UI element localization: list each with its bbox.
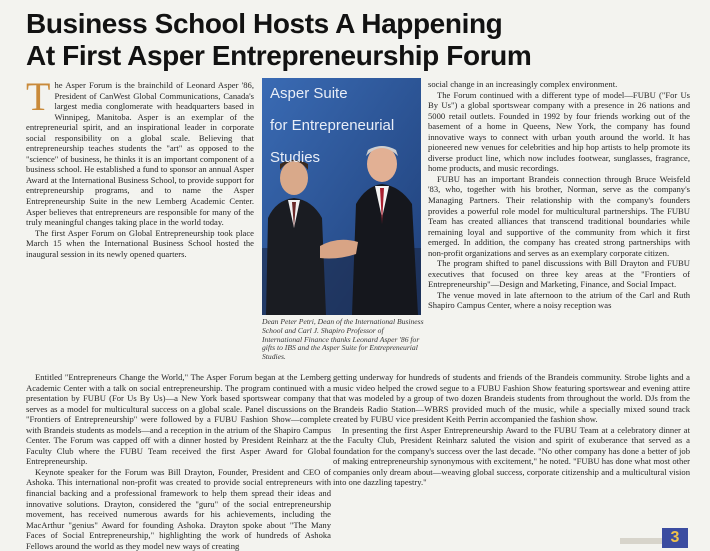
paragraph: The program shifted to panel discussions with Bill Drayton and FUBU executives that focused on three key areas at the "Frontiers of Entrepreneurship"—Design and Marketing, Finance, and Social Impact. [428,258,690,290]
paragraph: social change in an increasingly complex environment. [428,79,618,89]
photo-illustration [262,78,421,315]
headline-line-2: At First Asper Entrepreneurship Forum [26,40,532,71]
sign-line-3: Studies [270,149,321,166]
bottom-left-column [26,372,331,551]
headline-line-1: Business School Hosts A Happening [26,8,503,39]
paragraph: The venue moved in late afternoon to the atrium of the Carl and Ruth Shapiro Campus Center, where a noisy reception was [428,289,690,311]
left-column [26,74,254,259]
paragraph: The first Asper Forum on Global Entrepreneurship took place March 15 when the International Business School hosted the inaugural session in its newly opened quarters. [26,227,254,259]
right-column [428,79,690,311]
paragraph: The Forum continued with a different type of model—FUBU ("For Us By Us") a global sportswear company with a presence in 26 nations and 5000 retail outlets. Founded in 1992 by four friends working out of the basement of a home in Queens, New York, the company has found innovative ways to connect with urban youth around the world. It has pioneered new venues for celebrities and hip hop artists to help promote its diverse product line, which now includes footwear, sunglasses, fragrance, home products, and music recordings. [428,89,690,174]
paragraph-text: he Asper Forum is the brainchild of Leonard Asper '86, President of CanWest Global Communications, Canada's largest media conglomerate with headquarters based in Winnipeg, Manitoba. Asper is an exemplar of the entrepreneurial spirit, and an inspirational leader in corporate social responsibility on a global scale. Believing that entrepreneurship teaches students the "art" as opposed to the "science" of business, he thinks it is an important component of a business school. He established a fund to sponsor an annual Asper Award at the International Business School, to provide support for entrepreneurship programs, and to name the Asper Entrepreneurship Suite in the new Lemberg Academic Center. Asper believes that entrepreneurs are responsible for many of the truly meaningful changes taking place in the world today. [26,80,254,228]
paragraph: Entitled "Entrepreneurs Change the World," The Asper Forum began at the Lemberg Academic Center with a talk on social entrepreneurship. The program continued with a presentation by FUBU (For Us By Us)—a New York based sportswear company that serves as a model for multicultural success on a global scale. Panel discussions on the "Frontiers of Entrepreneurship" were followed by a FUBU Fashion Show—complete with Brandeis students as models—and a reception in the atrium of the Shapiro Campus Center. The Forum was capped off with a dinner hosted by President Reinharz at the Faculty Club where the FUBU Team received the first Asper Award for Global Entrepreneurship. [26,372,331,467]
page-footer-strip [620,538,662,544]
paragraph: getting underway for hundreds of students and friends of the Brandeis community. Strobe lights and a music video helped the crowd segue to a FUBU Fashion Show featuring sportswear and evening attire that was modeled by a group of two dozen Brandeis students from throughout the world. DJs from the Brandeis Radio Station—WBRS provided much of the music, while a specially mixed sound track created by FUBU vice president Keith Perrin accompanied the fashion show. [333,372,690,425]
paragraph: Keynote speaker for the Forum was Bill Drayton, Founder, President and CEO of Ashoka. This international non-profit was created to provide social entrepreneurs with financial backing and a professional framework to help them spread their ideas and innovative solutions. Drayton, considered the "guru" of the social entrepreneurship movement, has received numerous awards for his achievements, including the MacArthur "genius" Award for founding Ashoka. Drayton spoke about "The Many Faces of Social Entrepreneurship," highlighting the work of hundreds of Ashoka Fellows around the world as they model new ways of creating [26,466,331,551]
sign-line-2: for Entrepreneurial [270,117,395,134]
paragraph: In presenting the first Asper Entrepreneurship Award to the FUBU Team at a celebratory dinner at the Faculty Club, President Reinharz saluted the vision and spirit of exuberance that served as a foundation for the company's success over the last decade. "No other company has done a better of job of making entrepreneurship synonymous with excitement," he noted. "FUBU has done what most other companies only dream about—weaving global success, corporate citizenship and a multicultural vision into one dazzling tapestry." [333,424,690,488]
paragraph [26,74,254,228]
photo-handshake [262,78,421,315]
page-number: 3 [662,528,688,548]
sign-line-1: Asper Suite [270,85,348,102]
photo-caption: Dean Peter Petri, Dean of the International Business School and Carl J. Shapiro Professor of International Finance thanks Leonard Asper '86 for gifts to IBS and the Asper Suite for Entrepreneurial Studies. [262,317,424,362]
bottom-right-column [333,372,690,488]
paragraph: FUBU has an important Brandeis connection through Bruce Weisfeld '83, who, together with his brother, Norman, serve as the company's Managing Partners. Their relationship with the company's founders provides a powerful role model for multicultural partnerships. The FUBU Team has created alliances that transcend traditional boundaries while remaining loyal and supportive of the community from which it first emerged. In addition, the company has created strong partnerships with non-profit organizations and serves as an exemplary corporate citizen. [428,173,690,258]
drop-cap: T [26,74,51,119]
article-headline [26,8,666,72]
